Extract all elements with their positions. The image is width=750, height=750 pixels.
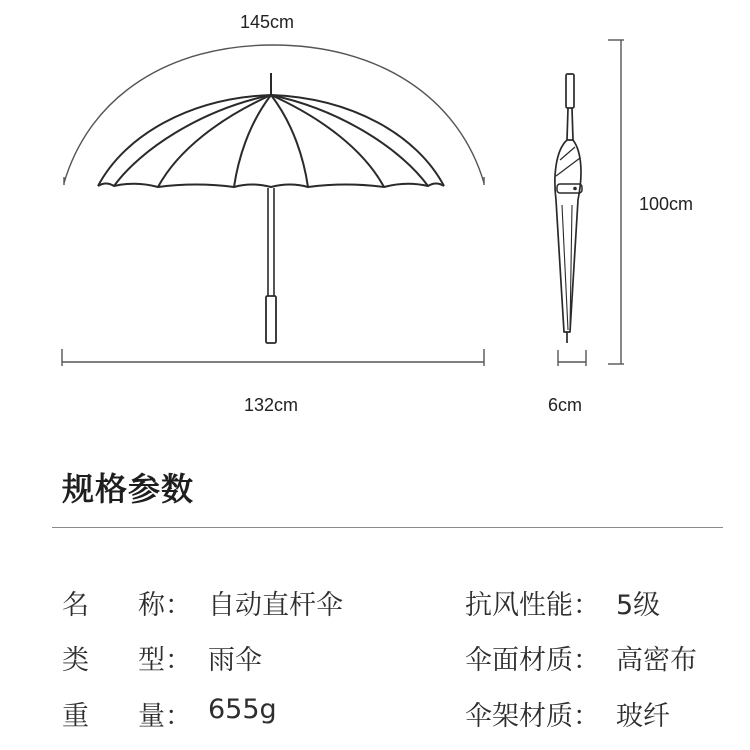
width-dimension-line bbox=[62, 349, 484, 366]
spec-label: 型： bbox=[138, 645, 192, 676]
spec-label-char: 重 bbox=[62, 701, 89, 732]
closed-width-label: 6cm bbox=[548, 395, 583, 415]
spec-value: 高密布 bbox=[616, 645, 697, 676]
canopy-arc-label: 145cm bbox=[240, 12, 295, 32]
spec-label: 伞面材质： bbox=[465, 645, 600, 676]
closed-width-dimension-line bbox=[558, 350, 586, 366]
spec-value: 655g bbox=[208, 694, 277, 725]
open-umbrella-illustration bbox=[98, 73, 444, 343]
spec-value: 5级 bbox=[616, 590, 661, 621]
open-width-label: 132cm bbox=[244, 395, 299, 415]
closed-height-label: 100cm bbox=[639, 194, 694, 214]
spec-label: 量： bbox=[138, 701, 192, 732]
height-dimension-line bbox=[608, 40, 624, 364]
spec-label: 称： bbox=[138, 590, 192, 621]
spec-label: 伞架材质： bbox=[465, 701, 600, 732]
spec-value: 玻纤 bbox=[616, 701, 670, 732]
spec-value: 雨伞 bbox=[208, 645, 262, 676]
closed-umbrella-illustration bbox=[555, 74, 582, 343]
spec-label-char: 类 bbox=[62, 645, 89, 676]
spec-label-char: 名 bbox=[62, 590, 89, 621]
section-divider bbox=[52, 527, 723, 528]
spec-value: 自动直杆伞 bbox=[208, 590, 343, 621]
canopy-arc-dimension bbox=[64, 45, 484, 183]
spec-label: 抗风性能： bbox=[465, 590, 600, 621]
section-title: 规格参数 bbox=[62, 470, 195, 508]
